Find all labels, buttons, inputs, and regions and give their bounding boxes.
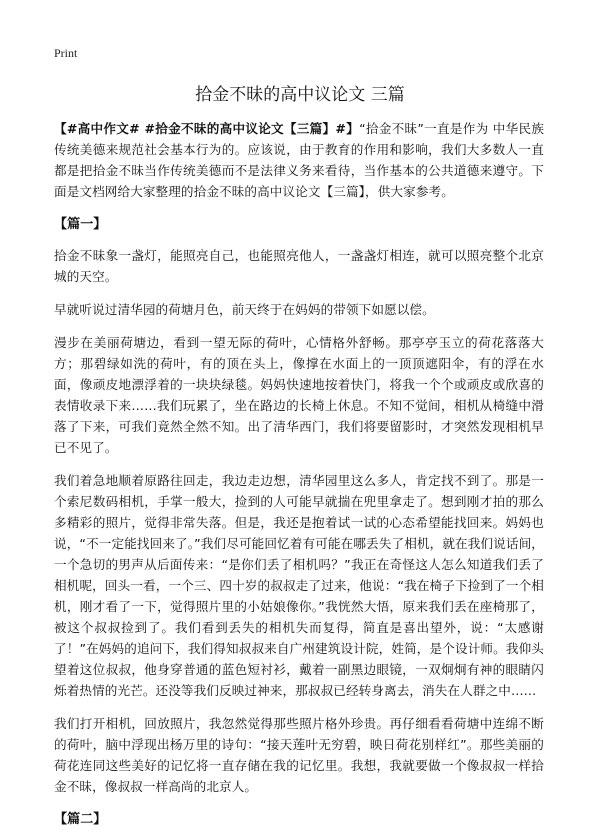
section-heading-2: 【篇二】	[54, 812, 107, 827]
paragraph: 早就听说过清华园的荷塘月色，前天终于在妈妈的带领下如愿以偿。	[54, 302, 435, 317]
paragraph: 拾金不昧象一盏灯，能照亮自己，也能照亮他人，一盏盏灯相连，就可以照亮整个北京城的天空。	[54, 248, 544, 284]
article-title: 拾金不昧的高中议论文 三篇	[195, 85, 405, 105]
intro-tags: 【#高中作文# #拾金不昧的高中议论文【三篇】#】	[54, 121, 360, 136]
paragraph: 我们着急地顺着原路往回走，我边走边想，清华园里这么多人，肯定找不到了。那是一个索尼数码相机，手掌一般大，捡到的人可能早就揣在兜里拿走了。想到刚才拍的那么多精彩的照片，觉得非常失落。但是，我还是抱着试一试的心态希望能找回来。妈妈也说，“不一定能找回来了。”我们尽可能回忆着有可能在哪丢失了相机，就在我们说话间，一个急切的男声从后面传来：“是你们丢了相机吗？”我正在奇怪这人怎么知道我们丢了相机呢，回头一看，一个三、四十岁的叔叔走了过来，他说：“我在椅子下捡到了一个相机，刚才看了一下，觉得照片里的小姑娘像你。”我恍然大悟，原来我们丢在座椅那了，被这个叔叔捡到了。我们看到丢失的相机失而复得，简直是喜出望外，说：“太感谢了！”在妈妈的追问下，我们得知叔叔来自广州建筑设计院，姓简，是个设计师。我仰头望着这位叔叔，他身穿普通的蓝色短衬衫，戴着一副黑边眼镜，一双炯炯有神的眼睛闪烁着热情的光芒。还没等我们反映过神来，那叔叔已经转身离去，消失在人群之中……	[54, 473, 544, 698]
section-heading-1: 【篇一】	[54, 217, 107, 232]
paragraph: 漫步在美丽荷塘边，看到一望无际的荷叶，心情格外舒畅。那亭亭玉立的荷花落落大方；那碧绿如洗的荷叶，有的顶在头上，像撑在水面上的一顶顶遮阳伞，有的浮在水面，像顽皮地漂浮着的一块块绿毯。妈妈快速地按着快门，将我一个个或顽皮或欣喜的表情收录下来……我们玩累了，坐在路边的长椅上休息。不知不觉间，相机从椅缝中滑落了下来，可我们竟然全然不知。出了清华西门，我们将要留影时，才突然发现相机早已不见了。	[54, 335, 544, 455]
article-body	[54, 118, 544, 840]
intro-paragraph	[54, 118, 544, 202]
print-label[interactable]: Print	[54, 46, 78, 60]
paragraph: 我们打开相机，回放照片，我忽然觉得那些照片格外珍贵。再仔细看看荷塘中连绵不断的荷叶，脑中浮现出杨万里的诗句：“接天莲叶无穷碧，映日荷花别样红”。那些美丽的荷花连同这些美好的记忆将一直存储在我的记忆里。我想，我就要做一个像叔叔一样拾金不昧，像叔叔一样高尚的北京人。	[54, 716, 544, 794]
intro-text: “拾金不昧”一直是作为 中华民族传统美德来规范社会基本行为的。应该说，由于教育的作用和影响，我们大多数人一直都是把拾金不昧当作传统美德而不是法律义务来看待，当作基本的公共道德来遵守。下面是文档网给大家整理的拾金不昧的高中议论文【三篇】，供大家参考。	[54, 121, 545, 199]
